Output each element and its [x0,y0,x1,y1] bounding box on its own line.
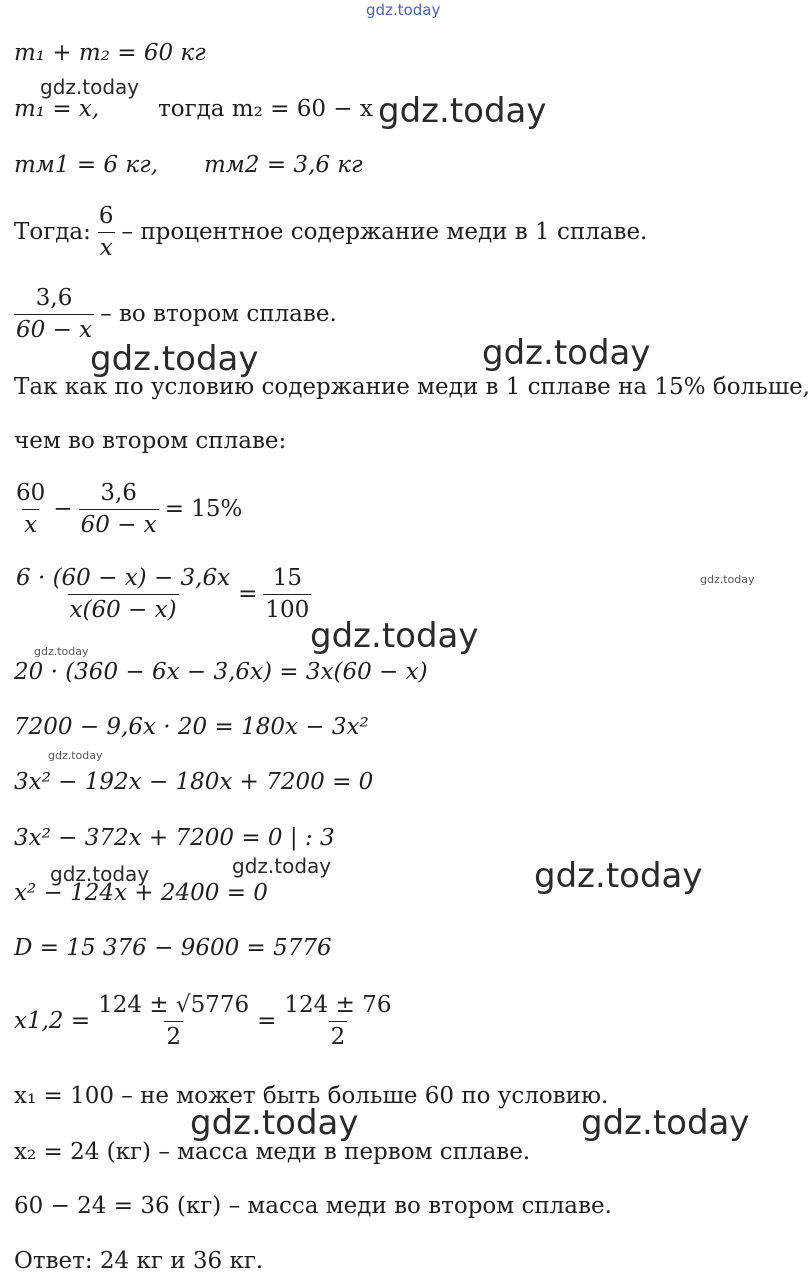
fraction [79,482,159,537]
watermark: gdz.today [482,333,651,373]
text-line-19: 60 − 24 = 36 (кг) – масса меди во втором сплаве. [14,1193,612,1219]
equation-line-13: 3x² − 372x + 7200 = 0 | : 3 [14,825,335,851]
equation-rhs: = 15% [164,496,243,522]
line4-text: – процентное содержание меди в 1 сплаве. [121,219,648,245]
equation-line-5 [14,287,343,342]
equation-line-14: x² − 124x + 2400 = 0 [14,880,268,906]
watermark: gdz.today [40,75,140,99]
watermark: gdz.today [232,854,332,878]
fraction-numerator: 6 [98,203,114,229]
equation-line-4 [14,205,653,260]
equation-line-16 [14,994,399,1049]
fraction [263,567,311,622]
equals-sign: = [238,581,258,607]
equation-line-3a: mм1 = 6 кг, [14,152,159,178]
fraction [96,994,251,1049]
watermark: gdz.today [34,645,89,658]
watermark: gdz.today [50,862,150,886]
fraction [282,994,393,1049]
watermark: gdz.today [190,1103,359,1143]
fraction-numerator: 3,6 [35,285,73,311]
watermark: gdz.today [378,91,547,131]
equation-line-2a: m₁ = x, [14,96,100,122]
fraction-denominator: x [22,509,39,537]
fraction-numerator: 15 [272,565,302,591]
equation-line-3b: mм2 = 3,6 кг [204,152,363,178]
watermark: gdz.today [48,749,103,762]
equation-lhs: x1,2 = [14,1008,91,1034]
equation-line-2b: тогда m₂ = 60 − x [158,96,373,122]
fraction-numerator: 6 · (60 − x) − 3,6x [16,565,231,591]
equation-line-1: m₁ + m₂ = 60 кг [14,40,206,66]
watermark: gdz.today [534,856,703,896]
fraction-numerator: 124 ± √5776 [98,992,250,1018]
watermark: gdz.today [700,573,755,586]
watermark: gdz.today [581,1103,750,1143]
fraction-denominator: x [98,232,115,260]
minus-sign: − [53,496,73,522]
equation-line-9 [14,567,317,622]
fraction-denominator: 60 − x [79,509,159,537]
equation-line-11: 7200 − 9,6x · 20 = 180x − 3x² [14,714,369,740]
text-line-18: x₂ = 24 (кг) – масса меди в первом сплаве. [14,1139,531,1165]
text-line-17: x₁ = 100 – не может быть больше 60 по условию. [14,1083,609,1109]
fraction [14,287,94,342]
equals-sign: = [257,1008,277,1034]
text-line-7: чем во втором сплаве: [14,428,287,454]
fraction-denominator: 100 [263,594,311,622]
text-line-6: Так как по условию содержание меди в 1 сплаве на 15% больше, [14,374,810,400]
fraction [14,567,232,622]
line4-prefix: Тогда: [14,219,91,245]
answer-line: Ответ: 24 кг и 36 кг. [14,1248,264,1274]
fraction-numerator: 60 [16,480,46,506]
fraction-numerator: 3,6 [100,480,137,506]
fraction-denominator: 2 [329,1021,348,1049]
fraction [14,482,47,537]
line5-text: – во втором сплаве. [100,301,337,327]
fraction-denominator: 60 − x [14,314,94,342]
equation-line-8 [14,482,248,537]
equation-line-10: 20 · (360 − 6x − 3,6x) = 3x(60 − x) [14,659,428,685]
watermark-top: gdz.today [366,1,441,19]
fraction-denominator: x(60 − x) [68,594,179,622]
fraction-denominator: 2 [164,1021,183,1049]
fraction-numerator: 124 ± 76 [284,992,392,1018]
watermark: gdz.today [310,616,479,656]
equation-line-12: 3x² − 192x − 180x + 7200 = 0 [14,769,374,795]
fraction [97,205,116,260]
equation-line-15: D = 15 376 − 9600 = 5776 [14,935,332,961]
watermark: gdz.today [90,339,259,379]
